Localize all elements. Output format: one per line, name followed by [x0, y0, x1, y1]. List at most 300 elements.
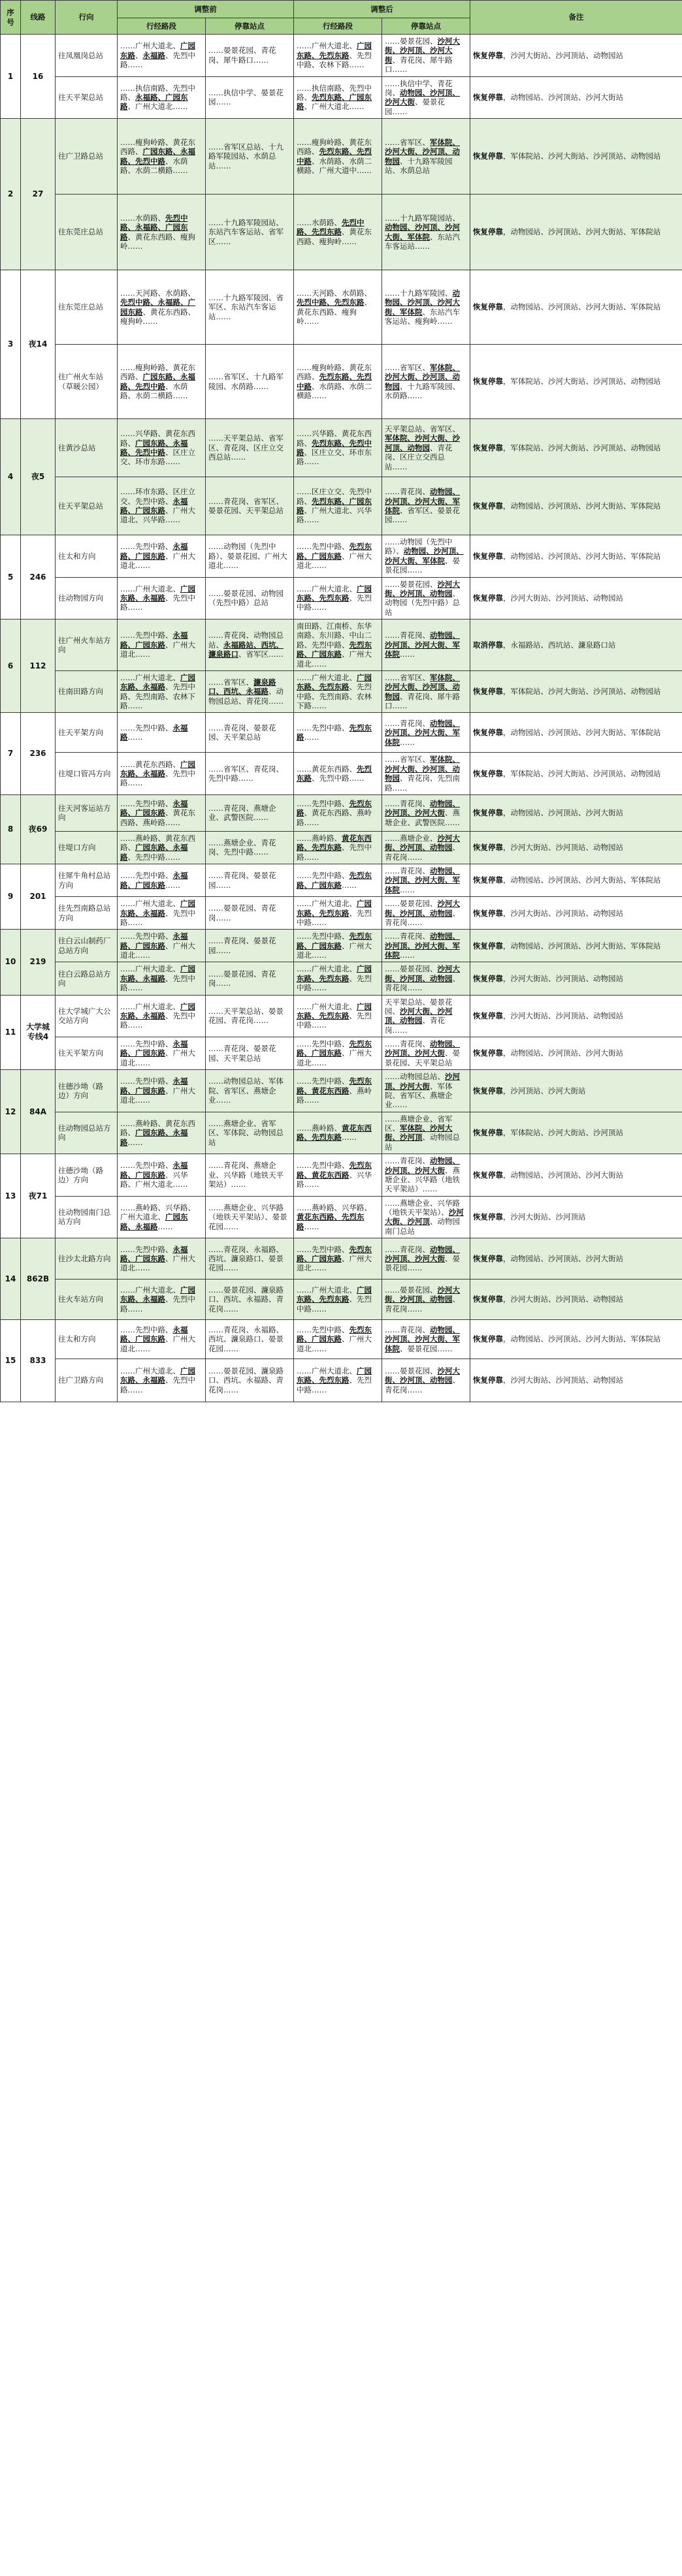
- cell-text-segment: 广园东路、永福路: [120, 1366, 195, 1385]
- cell-text-segment: 沙河大街、沙河顶、动物园: [385, 1285, 460, 1304]
- cell-text-segment: 、广州大道北、兴华路……: [297, 506, 372, 525]
- after-path-cell: [294, 1280, 382, 1320]
- cell-text-segment: 沙河顶、沙河大街: [385, 1072, 460, 1091]
- after-stops-cell: [382, 1238, 470, 1280]
- cell-text-segment: ……兴华路、黄花东西路、: [297, 429, 372, 448]
- cell-text-segment: ……晏景花园、: [385, 1366, 438, 1376]
- after-stops-cell: [382, 1196, 470, 1238]
- after-path-cell: [294, 477, 382, 535]
- cell-text-segment: 动物园、沙河顶、沙河大街、军体院: [385, 631, 460, 659]
- after-stops-cell: [382, 76, 470, 119]
- cell-text-segment: ……省军区、青花岗、先烈中路……: [208, 764, 284, 783]
- cell-text-segment: 先烈东路、广园东路: [297, 640, 372, 659]
- cell-text-segment: 永福路、广园东路: [120, 631, 188, 650]
- header-note: 备注: [470, 1, 682, 35]
- cell-text-segment: 先烈东路: [297, 798, 372, 818]
- cell-text-segment: ……青花岗、永福路、西坑、濂泉路口、晏景花园……: [208, 1244, 284, 1273]
- before-path-cell: [118, 670, 206, 713]
- before-path-cell: [118, 195, 206, 270]
- after-stops-cell: [382, 419, 470, 477]
- header-line: 线路: [21, 1, 56, 35]
- seq-cell: 15: [1, 1320, 21, 1402]
- cell-text-segment: ，动物园站、沙河顶站、沙河大街站: [503, 1048, 623, 1058]
- cell-text-segment: ……晏景花园、: [385, 579, 438, 589]
- cell-text-segment: ……燕塘企业、: [385, 833, 438, 843]
- cell-text-segment: 恢复停靠: [473, 875, 503, 885]
- cell-text-segment: ……青花岗、永福路、西坑、濂泉路口、晏景花园……: [208, 1325, 284, 1353]
- line-number-cell: 862B: [21, 1238, 56, 1320]
- cell-text-segment: 先烈中路、先烈东路: [297, 217, 365, 237]
- cell-text-segment: 广园东路、永福路、先烈中路: [120, 147, 195, 166]
- cell-text-segment: 恢复停靠: [473, 593, 503, 603]
- cell-text-segment: 恢复停靠: [473, 1253, 503, 1263]
- cell-text-segment: 、晏景花园……: [400, 1343, 453, 1353]
- cell-text-segment: ……先烈中路、: [297, 1244, 349, 1254]
- before-path-cell: [118, 535, 206, 578]
- direction-cell: 往动物园方向: [56, 577, 118, 620]
- cell-text-segment: ……: [342, 1133, 357, 1142]
- before-stops-cell: [206, 962, 294, 995]
- cell-text-segment: ……燕岭路、黄花东西路、: [120, 1118, 195, 1138]
- before-path-cell: [118, 753, 206, 795]
- cell-text-segment: ，军体院站、沙河大街站、沙河顶站、动物园站: [503, 443, 661, 452]
- after-path-cell: [294, 1112, 382, 1154]
- cell-text-segment: 、省军区……: [238, 650, 284, 659]
- after-stops-cell: [382, 1154, 470, 1197]
- cell-text-segment: 恢复停靠: [473, 808, 503, 818]
- cell-text-segment: ，军体院站、沙河大街站、沙河顶站、动物园站: [503, 687, 661, 697]
- cell-text-segment: 永福路站、西坑、濂泉路口: [208, 640, 284, 659]
- cell-text-segment: ，沙河大街站、沙河顶站、动物园站: [503, 908, 623, 918]
- direction-cell: 往广州火车站（草暖公园）: [56, 345, 118, 419]
- direction-cell: 往天平架方向: [56, 713, 118, 753]
- cell-text-segment: ……晏景花园、: [385, 964, 438, 974]
- before-stops-cell: [206, 535, 294, 578]
- table-row: [1, 620, 682, 671]
- cell-text-segment: 、先烈中路……: [120, 1011, 195, 1030]
- after-stops-cell: [382, 577, 470, 620]
- cell-text-segment: 、十九路军陵园站、水荫总站: [385, 156, 453, 175]
- cell-text-segment: 恢复停靠: [473, 1011, 503, 1021]
- cell-text-segment: 、黄花东西路、瘦狗岭……: [297, 298, 372, 326]
- cell-text-segment: ……先烈中路、: [297, 1076, 349, 1086]
- cell-text-segment: ……先烈中路、: [297, 1039, 349, 1048]
- before-stops-cell: [206, 345, 294, 419]
- cell-text-segment: ……广州大道北、: [297, 584, 357, 593]
- cell-text-segment: ……晏景花园、濂泉路口、西坑、永福路、青花岗……: [208, 1285, 284, 1313]
- direction-cell: 往堤口管冯方向: [56, 753, 118, 795]
- line-number-cell: 219: [21, 930, 56, 995]
- cell-text-segment: 、十九路军陵园、水荫路……: [385, 381, 460, 400]
- note-cell: [470, 35, 682, 77]
- line-number-cell: 112: [21, 620, 56, 713]
- cell-text-segment: 广园东路、先烈东路: [297, 1001, 372, 1021]
- direction-cell: 往南田路方向: [56, 670, 118, 713]
- before-path-cell: [118, 962, 206, 995]
- cell-text-segment: 、先烈中路……: [297, 1295, 372, 1313]
- cell-text-segment: ……晏景花园、濂泉路口、西坑、永福路、青花岗……: [208, 1366, 284, 1394]
- cell-text-segment: 、黄花东西路、燕岭路……: [297, 808, 372, 827]
- cell-text-segment: ……燕塘企业、兴华路（地铁天平架站）、: [385, 1198, 460, 1217]
- cell-text-segment: 永福路: [142, 50, 165, 60]
- cell-text-segment: 、广州大道北……: [120, 941, 195, 960]
- cell-text-segment: ……青花岗、动物园总站、: [208, 631, 284, 650]
- cell-text-segment: 永福路、广园东路: [120, 542, 188, 561]
- cell-text-segment: 、广州大道北……: [120, 551, 195, 570]
- cell-text-segment: ……青花岗、燕塘企业、武警医院……: [208, 804, 276, 823]
- after-stops-cell: [382, 864, 470, 897]
- cell-text-segment: 、广州大道北……: [297, 1048, 372, 1067]
- after-stops-cell: [382, 794, 470, 831]
- before-stops-cell: [206, 76, 294, 119]
- after-stops-cell: [382, 345, 470, 419]
- table-row: [1, 713, 682, 753]
- cell-text-segment: ……晏景花园、动物园（先烈中路）总站: [208, 588, 284, 608]
- cell-text-segment: 动物园、沙河顶、沙河大街、军体院: [385, 866, 460, 894]
- cell-text-segment: ，动物园站、沙河顶站、沙河大街站、军体院站: [503, 551, 661, 561]
- cell-text-segment: ……先烈中路、: [120, 1244, 173, 1254]
- line-number-cell: 大学城专线4: [21, 995, 56, 1070]
- cell-text-segment: 、晏景花园……: [385, 556, 460, 575]
- cell-text-segment: 先烈东路、先烈中路: [297, 372, 372, 391]
- line-number-cell: 16: [21, 35, 56, 119]
- cell-text-segment: ……先烈中路、: [297, 1161, 349, 1170]
- direction-cell: 往黄沙总站: [56, 419, 118, 477]
- after-stops-cell: [382, 831, 470, 864]
- cell-text-segment: ……黄花东西路、: [120, 759, 180, 769]
- cell-text-segment: 动物园、沙河顶、沙河大街、军体院: [385, 487, 460, 515]
- after-stops-cell: [382, 620, 470, 671]
- cell-text-segment: 、兴华路……: [297, 1170, 372, 1189]
- after-path-cell: [294, 535, 382, 578]
- before-path-cell: [118, 1359, 206, 1402]
- cell-text-segment: 先烈东路、先烈中路: [297, 438, 372, 457]
- note-cell: [470, 345, 682, 419]
- cell-text-segment: ……省军区、: [385, 755, 430, 764]
- table-body: [1, 35, 682, 1402]
- cell-text-segment: ……燕塘企业、兴华路（地铁天平架站）、晏景花园……: [208, 1202, 287, 1231]
- after-stops-cell: [382, 270, 470, 345]
- line-number-cell: 833: [21, 1320, 56, 1402]
- cell-text-segment: ，军体院站、沙河大街站、沙河顶站: [503, 1128, 623, 1138]
- seq-cell: 9: [1, 864, 21, 930]
- after-stops-cell: [382, 35, 470, 77]
- before-path-cell: [118, 477, 206, 535]
- cell-text-segment: 、黄花东西路、燕岭路……: [120, 808, 195, 827]
- cell-text-segment: 先烈中路、永福路、广园东路: [120, 213, 188, 242]
- cell-text-segment: 、先烈中路……: [297, 1011, 372, 1030]
- after-stops-cell: [382, 753, 470, 795]
- cell-text-segment: 广园东路、永福路、先烈中路: [120, 438, 188, 457]
- before-stops-cell: [206, 1154, 294, 1197]
- cell-text-segment: ……燕岭路、: [297, 833, 342, 843]
- cell-text-segment: 、先烈中路……: [312, 774, 365, 783]
- cell-text-segment: ……先烈中路、: [297, 723, 349, 732]
- after-path-cell: [294, 419, 382, 477]
- direction-cell: 往犀牛角村总站方向: [56, 864, 118, 897]
- cell-text-segment: ……青花岗、: [385, 631, 430, 640]
- cell-text-segment: ……广州大道北、: [297, 899, 357, 909]
- before-stops-cell: [206, 1238, 294, 1280]
- cell-text-segment: 恢复停靠: [473, 941, 503, 950]
- cell-text-segment: ……晏景花园、青花岗、犀牛路口……: [208, 46, 276, 65]
- cell-text-segment: 、先烈中路、先烈南路、农林下路……: [297, 682, 372, 710]
- cell-text-segment: 黄花东西路、先烈东路: [297, 1212, 365, 1231]
- cell-text-segment: ……广州大道北、: [120, 1285, 180, 1295]
- table-row: [1, 1238, 682, 1280]
- before-stops-cell: [206, 930, 294, 962]
- note-cell: [470, 1154, 682, 1197]
- cell-text-segment: ……广州大道北、: [120, 672, 180, 682]
- after-path-cell: [294, 35, 382, 77]
- cell-text-segment: ……晏景花园、青花岗……: [208, 969, 276, 988]
- header-after-stops: 停靠站点: [382, 18, 470, 35]
- cell-text-segment: 、动物园南门总站: [385, 1217, 460, 1236]
- before-stops-cell: [206, 1196, 294, 1238]
- after-path-cell: [294, 620, 382, 671]
- after-path-cell: [294, 670, 382, 713]
- cell-text-segment: 动物园、沙河顶、沙河大街: [385, 798, 460, 818]
- table-row: [1, 345, 682, 419]
- table-row: [1, 1112, 682, 1154]
- cell-text-segment: ……: [400, 950, 415, 960]
- cell-text-segment: 、燕塘企业、兴华路（地铁天平架站）……: [385, 1165, 460, 1194]
- before-path-cell: [118, 1280, 206, 1320]
- cell-text-segment: ……瘦狗岭路、黄花东西路、: [120, 137, 195, 157]
- seq-cell: 2: [1, 119, 21, 270]
- cell-text-segment: 、动物园（先烈中路）总站: [385, 588, 460, 617]
- cell-text-segment: 永福路、广园东路: [120, 871, 188, 890]
- line-number-cell: 夜5: [21, 419, 56, 535]
- before-stops-cell: [206, 897, 294, 930]
- cell-text-segment: 恢复停靠: [473, 1086, 503, 1095]
- note-cell: [470, 1112, 682, 1154]
- cell-text-segment: ……先烈中路、: [120, 798, 173, 808]
- cell-text-segment: 恢复停靠: [473, 93, 503, 102]
- before-path-cell: [118, 1112, 206, 1154]
- cell-text-segment: ，动物园站、沙河顶站、沙河大街站: [503, 808, 623, 818]
- seq-cell: 13: [1, 1154, 21, 1238]
- cell-text-segment: 、广州大道北……: [297, 650, 372, 668]
- cell-text-segment: ……执信中学、青花岗、: [385, 78, 453, 97]
- cell-text-segment: 、先烈中路……: [297, 908, 372, 927]
- cell-text-segment: ……省军区、: [385, 362, 430, 372]
- cell-text-segment: ……省军区总站、十九路军陵园站、水荫总站……: [208, 142, 284, 170]
- table-row: [1, 1320, 682, 1359]
- cell-text-segment: 南田路、江南桥、东华南路、东川路、中山二路、先烈中路、: [297, 621, 372, 650]
- table-row: [1, 577, 682, 620]
- cell-text-segment: ……青花岗、: [385, 798, 430, 808]
- cell-text-segment: 广园东路、永福路: [120, 1128, 188, 1147]
- note-cell: [470, 1320, 682, 1359]
- cell-text-segment: ……青花岗、: [385, 866, 430, 875]
- note-cell: [470, 962, 682, 995]
- cell-text-segment: 恢复停靠: [473, 1128, 503, 1138]
- cell-text-segment: ……青花岗、晏景花园……: [208, 936, 276, 955]
- seq-cell: 12: [1, 1070, 21, 1154]
- cell-text-segment: ……青花岗、晏景花园……: [208, 871, 276, 890]
- cell-text-segment: ……: [304, 732, 319, 742]
- cell-text-segment: 天平架总站、省军区、: [385, 424, 460, 434]
- cell-text-segment: 永福路、广园东路: [120, 1076, 188, 1095]
- cell-text-segment: 、黄花东西路、瘦狗岭……: [297, 227, 372, 246]
- cell-text-segment: ……: [157, 1221, 173, 1231]
- after-stops-cell: [382, 477, 470, 535]
- after-stops-cell: [382, 1280, 470, 1320]
- cell-text-segment: 、先烈中路……: [120, 768, 195, 788]
- cell-text-segment: 广园东路: [120, 41, 195, 60]
- note-cell: [470, 195, 682, 270]
- cell-text-segment: 广园东路、永福路: [120, 843, 188, 862]
- after-path-cell: [294, 1238, 382, 1280]
- cell-text-segment: 动物园、沙河顶、沙河大街: [385, 1244, 460, 1263]
- cell-text-segment: 广园东路、永福路: [120, 672, 195, 692]
- note-cell: [470, 1070, 682, 1112]
- cell-text-segment: 沙河大街、沙河顶、动物园: [385, 579, 460, 598]
- cell-text-segment: 先烈东路: [297, 764, 372, 783]
- after-path-cell: [294, 930, 382, 962]
- cell-text-segment: 先烈东路、黄花东西路: [297, 1161, 372, 1180]
- cell-text-segment: 广园东路、永福路: [120, 584, 195, 603]
- before-stops-cell: [206, 1112, 294, 1154]
- cell-text-segment: 、先烈中路……: [297, 973, 372, 993]
- direction-cell: 往东莞庄总站: [56, 270, 118, 345]
- line-number-cell: 27: [21, 119, 56, 270]
- before-path-cell: [118, 577, 206, 620]
- cell-text-segment: ……动物园总站、军体院、省军区、燕塘企业……: [208, 1076, 284, 1105]
- cell-text-segment: 、先烈中路、先烈南路、农林下路……: [120, 682, 195, 710]
- cell-text-segment: 先烈东路、广园东路: [297, 1039, 372, 1058]
- cell-text-segment: ，永福路站、西坑站、濂泉路口站: [503, 640, 616, 650]
- cell-text-segment: 、青花岗、区庄立交西总站……: [385, 443, 453, 471]
- header-before-path: 行经路段: [118, 18, 206, 35]
- before-path-cell: [118, 270, 206, 345]
- cell-text-segment: ，军体院站、沙河大街站、沙河顶站、动物园站: [503, 768, 661, 778]
- direction-cell: 往德沙坳（路边）方向: [56, 1154, 118, 1197]
- before-path-cell: [118, 1070, 206, 1112]
- cell-text-segment: 、广州大道北……: [120, 1086, 195, 1105]
- cell-text-segment: 先烈中路、先烈东路: [297, 298, 365, 307]
- after-path-cell: [294, 577, 382, 620]
- cell-text-segment: ，动物园站、沙河顶站、沙河大街站、军体院站: [503, 728, 661, 738]
- cell-text-segment: 、先烈中路……: [297, 1375, 372, 1394]
- before-stops-cell: [206, 1070, 294, 1112]
- direction-cell: 往白云山制药厂总站方向: [56, 930, 118, 962]
- before-path-cell: [118, 1238, 206, 1280]
- after-path-cell: [294, 1320, 382, 1359]
- note-cell: [470, 1280, 682, 1320]
- cell-text-segment: 、先烈中路……: [120, 1375, 195, 1394]
- cell-text-segment: 广园东路、先烈东路: [297, 672, 372, 692]
- cell-text-segment: 、东站汽车客运站、瘦狗岭……: [385, 307, 460, 326]
- cell-text-segment: 恢复停靠: [473, 151, 503, 161]
- cell-text-segment: 先烈东路: [319, 50, 349, 60]
- after-path-cell: [294, 76, 382, 119]
- table-row: [1, 535, 682, 578]
- after-path-cell: [294, 995, 382, 1037]
- cell-text-segment: 、: [135, 50, 143, 60]
- cell-text-segment: 、先烈中路……: [120, 50, 195, 69]
- before-stops-cell: [206, 753, 294, 795]
- after-path-cell: [294, 897, 382, 930]
- cell-text-segment: 永福路、广园东路: [120, 1161, 188, 1180]
- cell-text-segment: ……执信南路、先烈中路、: [297, 83, 372, 102]
- cell-text-segment: ，沙河大街站、沙河顶站、动物园站: [503, 1375, 623, 1385]
- cell-text-segment: 、省军区、晏景花园……: [385, 506, 460, 525]
- cell-text-segment: ……青花岗、晏景花园、天平架总站: [208, 723, 276, 742]
- table-row: [1, 897, 682, 930]
- cell-text-segment: ……先烈中路、: [120, 723, 173, 732]
- table-row: [1, 419, 682, 477]
- cell-text-segment: 恢复停靠: [473, 551, 503, 561]
- cell-text-segment: 永福路、广园东路: [120, 1039, 188, 1058]
- cell-text-segment: 、水荫路、水荫二横路……: [120, 156, 188, 175]
- cell-text-segment: ……青花岗、: [385, 932, 430, 941]
- before-path-cell: [118, 864, 206, 897]
- cell-text-segment: ……动物园（先烈中路）、晏景花园、广州大道北……: [208, 542, 287, 570]
- cell-text-segment: ……燕塘企业、省军区、军体院、动物园总站: [208, 1118, 284, 1147]
- after-path-cell: [294, 1037, 382, 1070]
- cell-text-segment: 永福路、广园东路: [120, 496, 188, 515]
- cell-text-segment: 先烈东路、广园东路: [297, 496, 372, 515]
- cell-text-segment: 、动物园总站: [385, 1133, 460, 1152]
- cell-text-segment: 、青花岗、先烈南路……: [385, 774, 460, 793]
- cell-text-segment: ……先烈中路、: [120, 631, 173, 640]
- after-stops-cell: [382, 930, 470, 962]
- cell-text-segment: 先烈东路、广园东路: [297, 1244, 372, 1263]
- table-row: [1, 1037, 682, 1070]
- direction-cell: 往天平架方向: [56, 1037, 118, 1070]
- cell-text-segment: 军体院、沙河大街、沙河顶: [385, 1123, 453, 1142]
- cell-text-segment: ……先烈中路、: [120, 1325, 173, 1335]
- before-path-cell: [118, 930, 206, 962]
- cell-text-segment: 先烈东路、广园东路: [297, 871, 372, 890]
- cell-text-segment: 广园东路、永福路: [120, 1212, 188, 1231]
- before-path-cell: [118, 119, 206, 195]
- cell-text-segment: ……兴华路、黄花东西路、: [120, 429, 195, 448]
- cell-text-segment: 恢复停靠: [473, 1375, 503, 1385]
- cell-text-segment: 、广州大道北……: [304, 102, 365, 112]
- note-cell: [470, 1238, 682, 1280]
- before-path-cell: [118, 35, 206, 77]
- before-stops-cell: [206, 477, 294, 535]
- cell-text-segment: 军体院、沙河大街、沙河顶、动物园: [385, 362, 460, 391]
- after-stops-cell: [382, 1320, 470, 1359]
- table-row: [1, 195, 682, 270]
- cell-text-segment: 恢复停靠: [473, 1334, 503, 1344]
- cell-text-segment: ……燕岭路、兴华路、广州大道北、: [120, 1202, 195, 1222]
- cell-text-segment: 军体院、沙河大街、沙河顶、动物园: [385, 137, 460, 166]
- cell-text-segment: 动物园、沙河顶、沙河大街: [385, 1039, 460, 1058]
- cell-text-segment: ……先烈中路、: [297, 798, 349, 808]
- before-stops-cell: [206, 831, 294, 864]
- table-row: [1, 962, 682, 995]
- after-path-cell: [294, 713, 382, 753]
- table-row: [1, 930, 682, 962]
- cell-text-segment: 广园东路、永福路: [120, 1285, 195, 1304]
- cell-text-segment: 恢复停靠: [473, 443, 503, 452]
- cell-text-segment: 沙河大街、沙河顶、动物园: [385, 1006, 453, 1026]
- cell-text-segment: ，动物园站、沙河顶站、沙河大街站、军体院站: [503, 227, 661, 237]
- cell-text-segment: 恢复停靠: [473, 302, 503, 312]
- note-cell: [470, 831, 682, 864]
- cell-text-segment: 、黄花东西路、瘦狗岭……: [120, 307, 195, 326]
- cell-text-segment: ……瘦狗岭路、黄花东西路、: [297, 137, 372, 157]
- note-cell: [470, 270, 682, 345]
- header-direction: 行向: [56, 1, 118, 35]
- table-row: [1, 831, 682, 864]
- note-cell: [470, 1196, 682, 1238]
